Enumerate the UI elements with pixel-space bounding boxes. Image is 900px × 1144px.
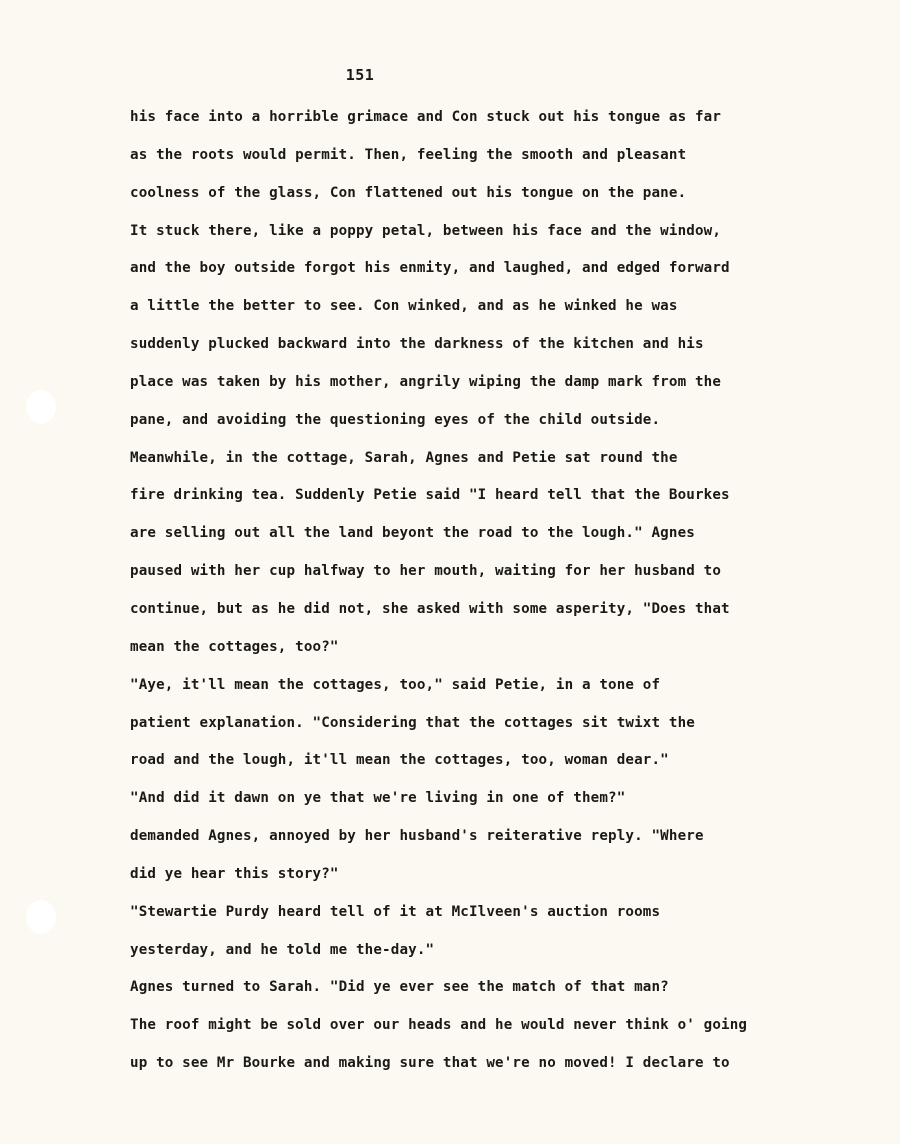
text-line: his face into a horrible grimace and Con stuck out his tongue as far xyxy=(130,109,722,125)
text-line: The roof might be sold over our heads and he would never think o' going xyxy=(130,1017,748,1034)
text-line: demanded Agnes, annoyed by her husband's reiterative reply. "Where xyxy=(130,828,704,845)
text-line: did ye hear this story?" xyxy=(130,865,339,882)
text-line: suddenly plucked backward into the darkness of the kitchen and his xyxy=(130,336,704,353)
text-line: coolness of the glass, Con flattened out his tongue on the pane. xyxy=(130,184,687,201)
text-line: as the roots would permit. Then, feeling the smooth and pleasant xyxy=(130,146,687,163)
text-line: "Aye, it'll mean the cottages, too," said Petie, in a tone of xyxy=(130,676,661,693)
text-line: road and the lough, it'll mean the cottages, too, woman dear." xyxy=(130,752,669,769)
text-line: are selling out all the land beyont the road to the lough." Agnes xyxy=(130,525,695,542)
text-line: and the boy outside forgot his enmity, and laughed, and edged forward xyxy=(130,260,730,277)
text-line: mean the cottages, too?" xyxy=(130,638,339,655)
text-line: a little the better to see. Con winked, and as he winked he was xyxy=(130,298,678,315)
text-line: paused with her cup halfway to her mouth, waiting for her husband to xyxy=(130,563,722,580)
text-line: patient explanation. "Considering that the cottages sit twixt the xyxy=(130,714,695,731)
binder-hole xyxy=(26,390,56,424)
text-line: Meanwhile, in the cottage, Sarah, Agnes and Petie sat round the xyxy=(130,449,678,466)
page-number: 151 xyxy=(345,66,375,84)
text-line: fire drinking tea. Suddenly Petie said "I heard tell that the Bourkes xyxy=(130,487,730,504)
text-line: yesterday, and he told me the-day." xyxy=(130,941,435,958)
text-line: place was taken by his mother, angrily wiping the damp mark from the xyxy=(130,373,722,390)
text-line: up to see Mr Bourke and making sure that we're no moved! I declare to xyxy=(130,1055,730,1072)
binder-hole xyxy=(26,900,56,934)
text-line: "Stewartie Purdy heard tell of it at McIlveen's auction rooms xyxy=(130,903,661,920)
text-line: It stuck there, like a poppy petal, between his face and the window, xyxy=(130,222,722,239)
text-line: "And did it dawn on ye that we're living in one of them?" xyxy=(130,790,626,807)
manuscript-text xyxy=(130,104,820,1088)
text-line: Agnes turned to Sarah. "Did ye ever see the match of that man? xyxy=(130,979,669,996)
text-line: continue, but as he did not, she asked with some asperity, "Does that xyxy=(130,600,730,617)
text-line: pane, and avoiding the questioning eyes of the child outside. xyxy=(130,411,661,428)
